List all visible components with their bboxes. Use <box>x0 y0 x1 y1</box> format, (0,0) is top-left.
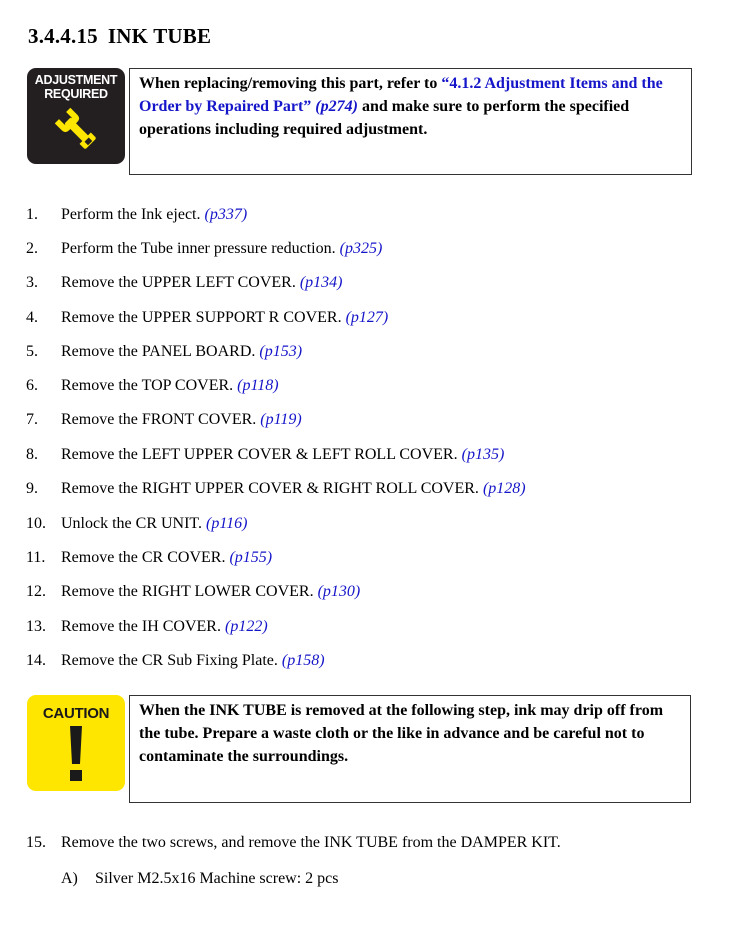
page-ref-link[interactable]: (p153) <box>259 343 303 360</box>
section-number: 3.4.4.15 <box>28 24 98 48</box>
adjustment-icon-line1: ADJUSTMENT <box>34 73 118 87</box>
page-ref-link[interactable]: (p128) <box>482 480 526 497</box>
step-9: 9. Remove the RIGHT UPPER COVER & RIGHT ROLL COVER. (p128) <box>26 480 526 497</box>
sub-item-a: A) Silver M2.5x16 Machine screw: 2 pcs <box>61 870 339 887</box>
step-6: 6. Remove the TOP COVER. (p118) <box>26 377 279 394</box>
wrench-icon <box>53 106 99 152</box>
step-4: 4. Remove the UPPER SUPPORT R COVER. (p127) <box>26 309 389 326</box>
page-ref-link[interactable]: (p135) <box>461 446 505 463</box>
adjustment-text-before: When replacing/removing this part, refer to <box>139 75 442 92</box>
page-ref-link[interactable]: (p118) <box>237 377 279 394</box>
caution-notice-box <box>129 695 691 803</box>
step-8: 8. Remove the LEFT UPPER COVER & LEFT ROLL COVER. (p135) <box>26 446 505 463</box>
adjustment-page-ref[interactable]: (p274) <box>315 98 358 115</box>
page-ref-link[interactable]: (p155) <box>229 549 273 566</box>
adjustment-required-icon <box>27 68 125 164</box>
step-2: 2. Perform the Tube inner pressure reduction. (p325) <box>26 240 383 257</box>
step-15: 15. Remove the two screws, and remove the INK TUBE from the DAMPER KIT. <box>26 834 561 851</box>
page-ref-link[interactable]: (p122) <box>224 618 268 635</box>
caution-icon-block <box>27 695 125 791</box>
page-ref-link[interactable]: (p116) <box>206 515 248 532</box>
adjustment-link[interactable]: “4.1.2 Adjustment Items and the Order by Repaired Part” <box>139 75 663 115</box>
adjustment-icon-line2: REQUIRED <box>44 87 108 101</box>
caution-icon-label: CAUTION <box>42 705 110 722</box>
exclamation-icon <box>66 726 86 782</box>
adjustment-text-after: and make sure to perform the specified operations including required adjustment. <box>139 98 630 138</box>
step-12: 12. Remove the RIGHT LOWER COVER. (p130) <box>26 583 361 600</box>
caution-text: When the INK TUBE is removed at the following step, ink may drip off from the tube. Prepare a waste cloth or the like in advance and be careful not to contaminate the surroundings. <box>139 702 664 765</box>
step-7: 7. Remove the FRONT COVER. (p119) <box>26 411 302 428</box>
page-ref-link[interactable]: (p325) <box>339 240 383 257</box>
page-ref-link[interactable]: (p130) <box>317 583 361 600</box>
section-title: INK TUBE <box>107 24 212 48</box>
step-14: 14. Remove the CR Sub Fixing Plate. (p158) <box>26 652 325 669</box>
step-10: 10. Unlock the CR UNIT. (p116) <box>26 515 248 532</box>
page-ref-link[interactable]: (p158) <box>281 652 325 669</box>
step-3: 3. Remove the UPPER LEFT COVER. (p134) <box>26 274 343 291</box>
step-1: 1. Perform the Ink eject. (p337) <box>26 206 248 223</box>
step-5: 5. Remove the PANEL BOARD. (p153) <box>26 343 303 360</box>
page-ref-link[interactable]: (p134) <box>299 274 343 291</box>
page-ref-link[interactable]: (p337) <box>204 206 248 223</box>
step-13: 13. Remove the IH COVER. (p122) <box>26 618 268 635</box>
page-ref-link[interactable]: (p119) <box>260 411 302 428</box>
adjustment-notice-box <box>129 68 692 175</box>
section-heading <box>28 24 211 49</box>
step-11: 11. Remove the CR COVER. (p155) <box>26 549 273 566</box>
page-ref-link[interactable]: (p127) <box>345 309 389 326</box>
